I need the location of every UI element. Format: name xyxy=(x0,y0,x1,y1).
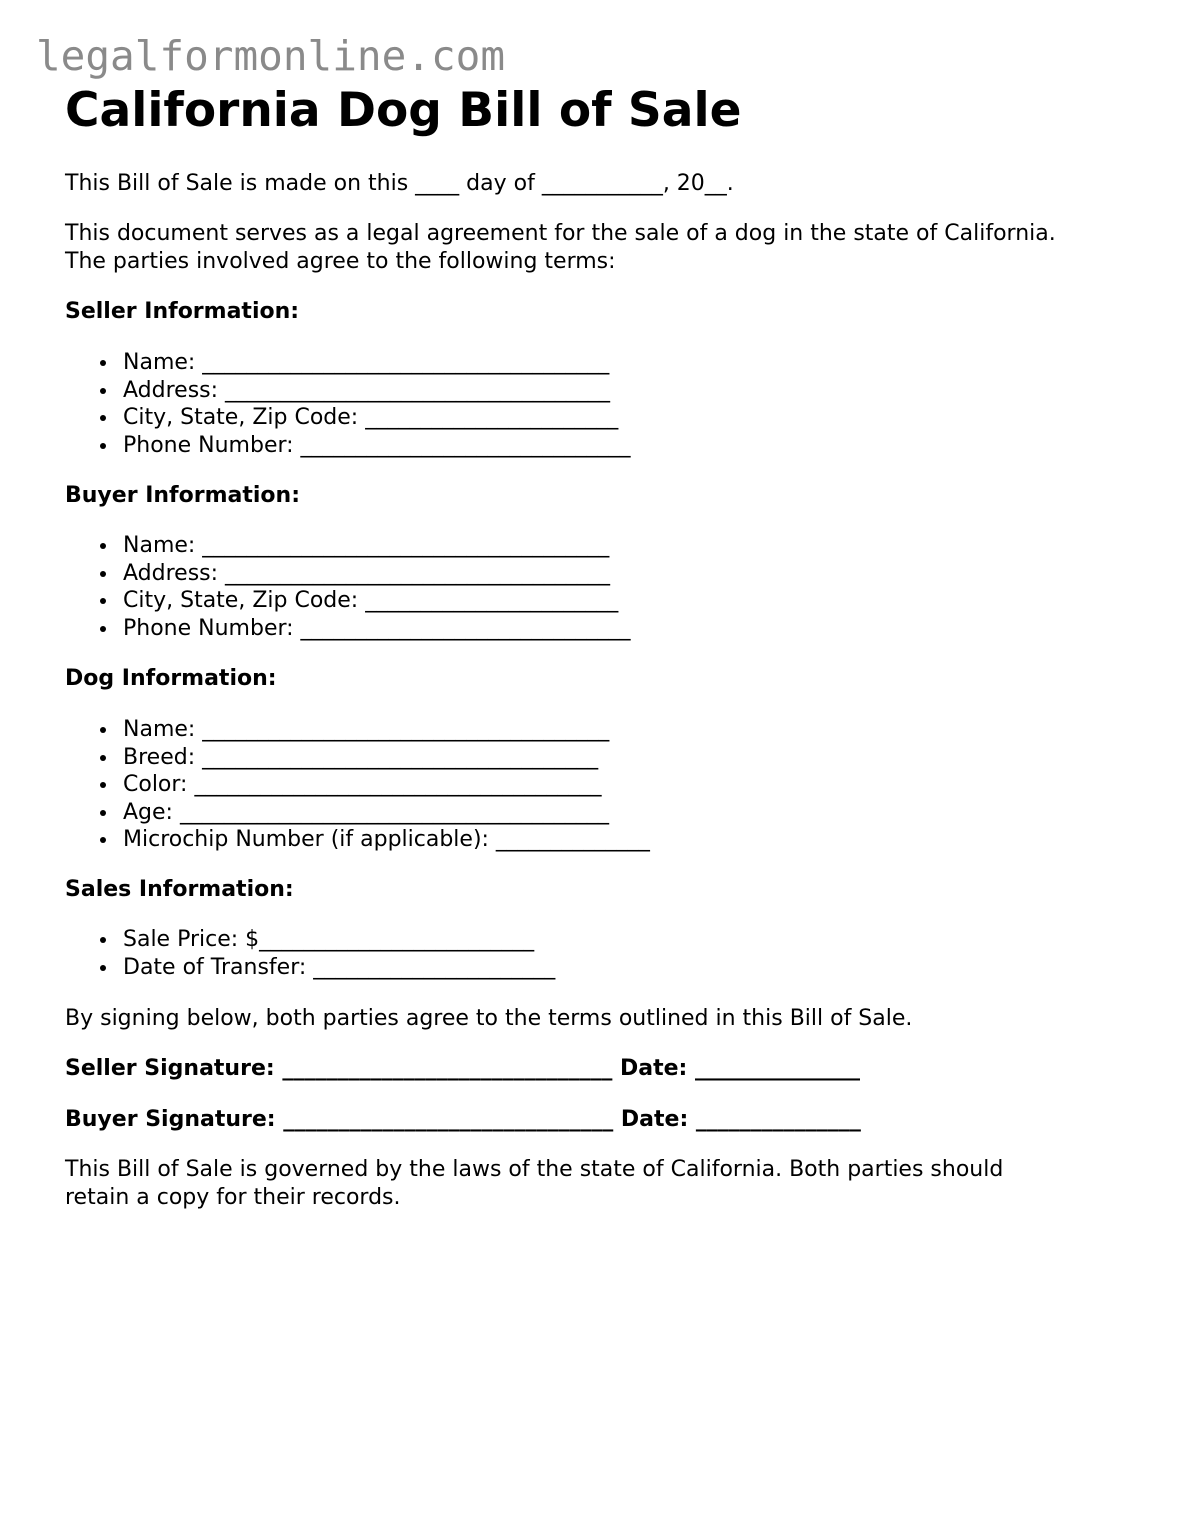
dog-age-field: Age: _______________________________________ xyxy=(65,799,650,827)
sales-list xyxy=(65,926,555,981)
seller-address-field: Address: ___________________________________ xyxy=(65,377,631,405)
closing-paragraph xyxy=(65,1156,1003,1211)
intro-date-line: This Bill of Sale is made on this ____ day of ___________, 20__. xyxy=(65,171,734,196)
sale-price-field: Sale Price: $_________________________ xyxy=(65,926,555,954)
buyer-address-field: Address: ___________________________________ xyxy=(65,560,631,588)
buyer-heading: Buyer Information: xyxy=(65,483,300,508)
dog-breed-field: Breed: ____________________________________ xyxy=(65,744,650,772)
closing-line-2: retain a copy for their records. xyxy=(65,1184,401,1210)
seller-name-field: Name: _____________________________________ xyxy=(65,349,631,377)
dog-heading: Dog Information: xyxy=(65,666,277,691)
buyer-list xyxy=(65,532,631,642)
dog-list xyxy=(65,716,650,854)
seller-heading: Seller Information: xyxy=(65,299,300,324)
document-title: California Dog Bill of Sale xyxy=(65,83,742,138)
seller-list xyxy=(65,349,631,459)
date-of-transfer-field: Date of Transfer: ______________________ xyxy=(65,954,555,982)
agreement-text: By signing below, both parties agree to the terms outlined in this Bill of Sale. xyxy=(65,1006,913,1031)
closing-line-1: This Bill of Sale is governed by the laws of the state of California. Both parties should xyxy=(65,1157,1004,1182)
buyer-phone-field: Phone Number: ______________________________ xyxy=(65,615,631,643)
dog-microchip-field: Microchip Number (if applicable): ______________ xyxy=(65,826,650,854)
intro-line-1: This document serves as a legal agreement for the sale of a dog in the state of California. xyxy=(65,221,1056,246)
seller-city-state-zip-field: City, State, Zip Code: _______________________ xyxy=(65,404,631,432)
buyer-name-field: Name: _____________________________________ xyxy=(65,532,631,560)
seller-phone-field: Phone Number: ______________________________ xyxy=(65,432,631,460)
watermark: legalformonline.com xyxy=(36,32,505,80)
seller-signature-line: Seller Signature: ______________________________ Date: _______________ xyxy=(65,1056,860,1081)
dog-color-field: Color: _____________________________________ xyxy=(65,771,650,799)
intro-paragraph xyxy=(65,220,1056,275)
sales-heading: Sales Information: xyxy=(65,877,294,902)
dog-name-field: Name: _____________________________________ xyxy=(65,716,650,744)
intro-line-2: The parties involved agree to the following terms: xyxy=(65,248,616,274)
buyer-signature-line: Buyer Signature: ______________________________ Date: _______________ xyxy=(65,1107,861,1132)
buyer-city-state-zip-field: City, State, Zip Code: _______________________ xyxy=(65,587,631,615)
